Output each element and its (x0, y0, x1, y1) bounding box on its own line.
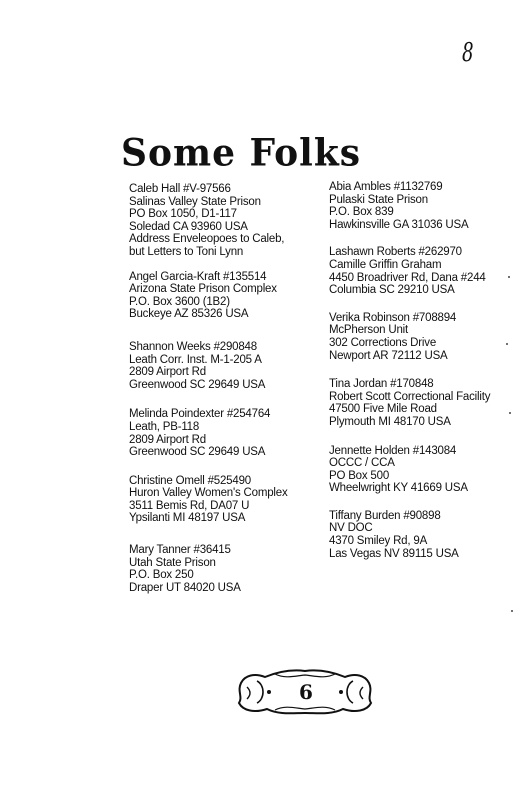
address-line: Camille Griffin Graham (329, 258, 442, 271)
address-line: Huron Valley Women's Complex (129, 487, 288, 500)
address-line: Shannon Weeks #290848 (129, 340, 257, 353)
address-line: Utah State Prison (129, 556, 216, 569)
speck (508, 276, 510, 278)
address-line: Newport AR 72112 USA (329, 349, 448, 362)
address-line: Pulaski State Prison (329, 193, 428, 206)
address-line: Greenwood SC 29649 USA (129, 378, 266, 391)
address-line: P.O. Box 250 (129, 569, 194, 582)
address-line: 302 Corrections Drive (329, 336, 437, 349)
address-line: Abia Ambles #1132769 (329, 181, 443, 193)
address-line: Tiffany Burden #90898 (329, 509, 441, 522)
address-entry (329, 312, 519, 362)
address-line: Melinda Poindexter #254764 (129, 408, 271, 421)
address-entry (129, 183, 329, 259)
address-entry (329, 181, 519, 231)
address-line: Verika Robinson #708894 (329, 311, 457, 324)
address-line: Ypsilanti MI 48197 USA (129, 512, 246, 525)
address-line: Las Vegas NV 89115 USA (329, 547, 459, 560)
address-line: Leath Corr. Inst. M-1-205 A (129, 353, 262, 366)
address-line: OCCC / CCA (329, 457, 395, 470)
handwritten-page-mark: 8 (462, 38, 474, 68)
address-entry (329, 445, 519, 495)
address-line: Soledad CA 93960 USA (129, 220, 248, 233)
address-line: 3511 Bemis Rd, DA07 U (129, 499, 250, 512)
address-line: PO Box 1050, D1-117 (129, 208, 237, 221)
address-entry (129, 475, 329, 525)
address-line: Greenwood SC 29649 USA (129, 446, 266, 459)
address-entry (129, 408, 329, 458)
address-line: 2809 Airport Rd (129, 366, 206, 379)
address-entry (329, 378, 519, 428)
address-entry (129, 544, 329, 594)
address-line: 4450 Broadriver Rd, Dana #244 (329, 271, 486, 284)
address-line: Leath, PB-118 (129, 420, 200, 433)
page-number: 6 (299, 680, 313, 704)
address-line: 2809 Airport Rd (129, 433, 206, 446)
address-line: P.O. Box 3600 (1B2) (129, 295, 230, 308)
address-line: Plymouth MI 48170 USA (329, 415, 451, 428)
address-line: Buckeye AZ 85326 USA (129, 308, 249, 321)
address-line: Draper UT 84020 USA (129, 581, 241, 594)
address-line: Robert Scott Correctional Facility (329, 390, 491, 403)
address-column-right (329, 181, 519, 574)
address-line: but Letters to Toni Lynn (129, 245, 244, 258)
address-line: Mary Tanner #36415 (129, 544, 231, 557)
address-entry (329, 246, 519, 296)
address-line: Christine Omell #525490 (129, 474, 251, 487)
address-line: PO Box 500 (329, 469, 390, 482)
address-line: Columbia SC 29210 USA (329, 284, 455, 297)
address-column-left (129, 183, 329, 608)
address-line: Caleb Hall #V-97566 (129, 183, 231, 195)
address-entry (129, 271, 329, 321)
address-line: Wheelwright KY 41669 USA (329, 482, 468, 495)
address-line: Arizona State Prison Complex (129, 283, 277, 296)
address-line: Lashawn Roberts #262970 (329, 246, 462, 259)
address-line: Jennette Holden #143084 (329, 444, 457, 457)
address-line: Address Enveleopoes to Caleb, (129, 233, 285, 246)
address-line: McPherson Unit (329, 324, 409, 337)
page-title: Some Folks (121, 130, 362, 176)
address-line: 4370 Smiley Rd, 9A (329, 535, 428, 548)
address-line: 47500 Five Mile Road (329, 403, 437, 416)
address-line: Salinas Valley State Prison (129, 195, 261, 208)
address-line: Hawkinsville GA 31036 USA (329, 218, 469, 231)
speck (506, 343, 508, 345)
speck (509, 412, 511, 414)
address-entry (129, 341, 329, 391)
speck (511, 610, 513, 612)
address-line: P.O. Box 839 (329, 206, 394, 219)
address-line: Tina Jordan #170848 (329, 378, 434, 391)
address-line: NV DOC (329, 522, 373, 535)
address-entry (329, 510, 519, 560)
address-line: Angel Garcia-Kraft #135514 (129, 270, 267, 283)
